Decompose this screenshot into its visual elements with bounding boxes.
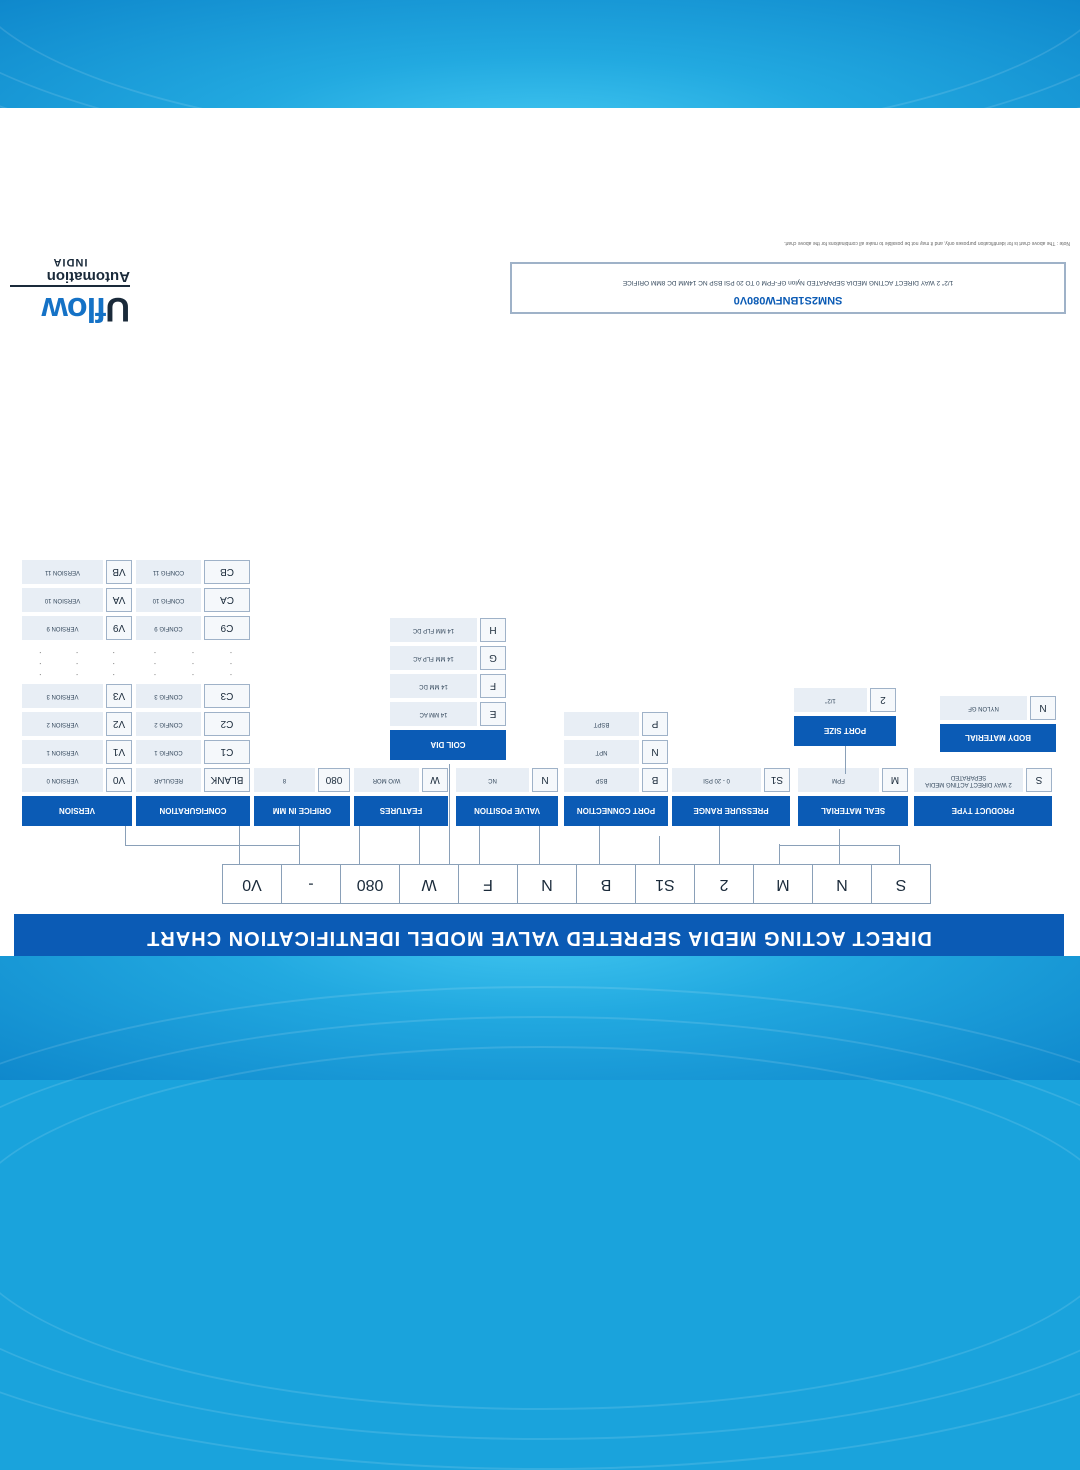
logo-brand — [10, 289, 130, 328]
code-cell: B — [576, 864, 636, 904]
option-desc: 2 WAY DIRECT ACTING MEDIA SEPARATED — [914, 768, 1023, 792]
code-cell: 2 — [694, 864, 754, 904]
ellipsis-dots: · · · · · · · · · — [153, 647, 233, 681]
option-desc: W/O MOR — [354, 768, 419, 792]
option-desc: CONFIG 10 — [136, 588, 201, 612]
group-pressure-range — [672, 768, 790, 826]
option-code: S — [1026, 768, 1052, 792]
option-code: N — [642, 740, 668, 764]
code-cell: W — [399, 864, 459, 904]
chart-title: DIRECT ACTING MEDIA SEPRETED VALVE MODEL IDENTIFICATION CHART — [14, 914, 1064, 956]
option-desc: CONFIG 9 — [136, 616, 201, 640]
option-code: C9 — [204, 616, 250, 640]
code-cell: S1 — [635, 864, 695, 904]
example-description: 1/2" 2 WAY DIRECT ACTING MEDIA SEPARATED Nylon GF-FPM 0 TO 20 PSI BSP NC 14MM DC 8MM ORIFICE — [622, 279, 954, 286]
code-cell: F — [458, 864, 518, 904]
option-desc: 1/2" — [794, 688, 867, 712]
group-port-connection — [564, 712, 668, 826]
logo-line1: Automation — [10, 268, 130, 287]
option-code: V1 — [106, 740, 132, 764]
option-desc: 0 - 20 PSI — [672, 768, 761, 792]
option-code: E — [480, 702, 506, 726]
code-cell: V0 — [222, 864, 282, 904]
code-cell: N — [517, 864, 577, 904]
group-product-type — [914, 768, 1052, 826]
example-model-code: SNM2S1BNFW080V0 — [733, 294, 843, 306]
option-desc: VERSION 11 — [22, 560, 103, 584]
group-valve-position — [456, 768, 558, 826]
ellipsis-dots: · · · · · · · · · — [38, 647, 116, 681]
option-code: 2 — [870, 688, 896, 712]
code-cell: 080 — [340, 864, 400, 904]
option-desc: BSP — [564, 768, 639, 792]
option-desc: 8 — [254, 768, 315, 792]
option-desc: FPM — [798, 768, 879, 792]
group-header: PORT SIZE — [794, 716, 896, 746]
option-desc: CONFIG 11 — [136, 560, 201, 584]
group-header: VALVE POSITION — [456, 796, 558, 826]
option-code: 080 — [318, 768, 350, 792]
option-code: B — [642, 768, 668, 792]
option-code: N — [532, 768, 558, 792]
option-desc: VERSION 0 — [22, 768, 103, 792]
group-header: PRESSURE RANGE — [672, 796, 790, 826]
group-header: COIL DIA — [390, 730, 506, 760]
option-code: C3 — [204, 684, 250, 708]
group-header: SEAL MATERIAL — [798, 796, 908, 826]
group-header: FEATURES — [354, 796, 448, 826]
option-code: C1 — [204, 740, 250, 764]
option-desc: 14 MM FLP AC — [390, 646, 477, 670]
group-port-size — [794, 688, 896, 746]
logo-line2: INDIA — [52, 256, 88, 268]
bottom-background-band — [0, 956, 1080, 1080]
option-code: CB — [204, 560, 250, 584]
group-body-material — [940, 696, 1056, 752]
option-code: CA — [204, 588, 250, 612]
code-cell: S — [871, 864, 931, 904]
option-code: S1 — [764, 768, 790, 792]
option-desc: 14 MM AC — [390, 702, 477, 726]
option-desc: REGULAR — [136, 768, 201, 792]
option-code: G — [480, 646, 506, 670]
option-code: C2 — [204, 712, 250, 736]
option-code: V3 — [106, 684, 132, 708]
group-header: PORT CONNECTION — [564, 796, 668, 826]
top-background-band — [0, 0, 1080, 110]
option-code: VB — [106, 560, 132, 584]
group-header: BODY MATERIAL — [940, 724, 1056, 752]
group-coil-dia — [390, 618, 506, 760]
option-code: V9 — [106, 616, 132, 640]
option-desc: VERSION 2 — [22, 712, 103, 736]
option-desc: VERSION 1 — [22, 740, 103, 764]
group-header: ORIFICE IN MM — [254, 796, 350, 826]
option-desc: CONFIG 3 — [136, 684, 201, 708]
option-code: H — [480, 618, 506, 642]
group-version — [22, 560, 132, 826]
option-desc: VERSION 3 — [22, 684, 103, 708]
rotated-chart — [0, 108, 1080, 956]
option-code: P — [642, 712, 668, 736]
model-code-row — [222, 864, 930, 904]
group-header: PRODUCT TYPE — [914, 796, 1052, 826]
option-code: M — [882, 768, 908, 792]
option-code: V2 — [106, 712, 132, 736]
option-code: BLANK — [204, 768, 250, 792]
footnote: Note : The above chart is for identification purposes only, and it may not be possible to make all combinations for the above chart. — [783, 240, 1070, 246]
option-code: W — [422, 768, 448, 792]
option-desc: CONFIG 1 — [136, 740, 201, 764]
option-desc: CONFIG 2 — [136, 712, 201, 736]
option-code: N — [1030, 696, 1056, 720]
option-code: V0 — [106, 768, 132, 792]
code-cell: N — [812, 864, 872, 904]
group-header: CONFIGURATION — [136, 796, 250, 826]
chart-document — [0, 108, 1080, 956]
option-desc: 14 MM FLP DC — [390, 618, 477, 642]
group-configuration — [136, 560, 250, 826]
group-features — [354, 768, 448, 826]
option-desc: VERSION 10 — [22, 588, 103, 612]
option-code: VA — [106, 588, 132, 612]
logo-brand-flow: flow — [42, 290, 107, 328]
uflow-logo — [10, 218, 130, 328]
example-model-box — [510, 262, 1066, 314]
option-desc: BSPT — [564, 712, 639, 736]
option-desc: 14 MM DC — [390, 674, 477, 698]
group-seal-material — [798, 768, 908, 826]
code-cell: M — [753, 864, 813, 904]
code-cell: - — [281, 864, 341, 904]
group-orifice — [254, 768, 350, 826]
option-code: F — [480, 674, 506, 698]
option-desc: NPT — [564, 740, 639, 764]
logo-brand-u: U — [106, 290, 130, 328]
option-desc: NC — [456, 768, 529, 792]
group-header: VERSION — [22, 796, 132, 826]
option-desc: VERSION 9 — [22, 616, 103, 640]
option-desc: NYLON GF — [940, 696, 1027, 720]
